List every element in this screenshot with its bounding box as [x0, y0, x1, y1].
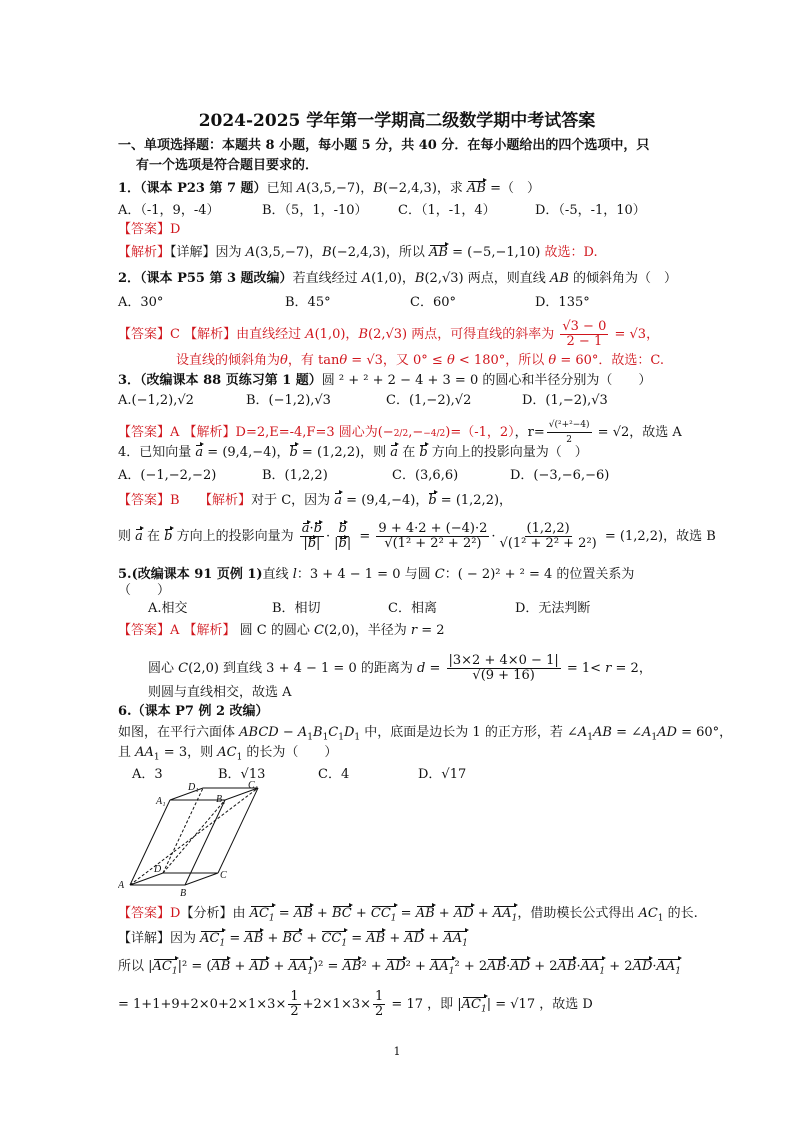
section-header-line1: 一、单项选择题：本题共 8 小题，每小题 5 分，共 40 分．在每小题给出的四个选项中，只 [118, 138, 650, 153]
page-number: 1 [393, 1045, 401, 1058]
label-d1: D₁ [188, 782, 199, 793]
q2-stem: 2．（课本 P55 第 3 题改编）若直线经过 A(1,0)，B(2,√3) 两点，则直线 AB 的倾斜角为（ ） [118, 271, 677, 286]
q6-option-b: B．√13 [218, 767, 266, 782]
q3-stem: 3．（改编课本 88 页练习第 1 题）圆 ² + ² + 2 − 4 + 3 = 0 的圆心和半径分别为（ ） [118, 373, 652, 388]
q1-option-a: A．（-1，9，-4） [118, 203, 220, 218]
q5-option-d: D．无法判断 [515, 601, 591, 616]
q1-stem: 1．（课本 P23 第 7 题）已知 A(3,5,−7)，B(−2,4,3)，求 AB =（ ） [118, 181, 541, 196]
q4-analysis-2: 则 a 在 b 方向上的投影向量为 $\frac{a\cdot b}{|b|}$ · $\frac{b}{|b|}$ = $\frac{9 + 4\cdot 2 + (-4)\cdot 2}{\text{√(1² + 2² + 2²)}}$ · $\frac{(1,2,2)}{\text{√(1² + 2² + 2²)}}$ = (1,2,2)，故选 B [118, 521, 716, 551]
q3-option-a: A.(−1,2),√2 [118, 393, 194, 408]
label-c1: C₁ [248, 780, 259, 791]
label-d: D [154, 864, 162, 875]
q3-option-d: D．(1,−2),√3 [522, 393, 608, 408]
q1-option-b: B．（5，1，-10） [262, 203, 368, 218]
q6-text-1: 如图，在平行六面体 ABCD − $A_1B_1C_1D_1$ 中，底面是边长为 1 的正方形，若 $\angle A_1AB$ = $\angle A_1AD = 60^\circ$， [118, 725, 733, 743]
section-header-line2: 有一个选项是符合题目要求的． [136, 158, 319, 173]
q1-option-c: C．（1，-1，4） [398, 203, 496, 218]
q6-option-a: A．3 [132, 767, 163, 782]
q3-option-b: B．(−1,2),√3 [246, 393, 331, 408]
q5-option-b: B．相切 [272, 601, 321, 616]
q5-option-c: C．相离 [388, 601, 437, 616]
q6-option-d: D．√17 [418, 767, 467, 782]
q4-option-a: A．(−1,−2,−2) [118, 468, 217, 483]
label-b: B [180, 888, 187, 898]
q4-option-b: B．(1,2,2) [262, 468, 328, 483]
page-title: 2024-2025 学年第一学期高二级数学期中考试答案 [198, 111, 596, 131]
q6-analysis-3: 所以 $|AC_1|^2 = (AB$ + AD + $AA_1)^2 = AB^2 + AD^2 + AA_1^2 + 2AB\cdot AD + 2AB\cdot AA_1 + 2AD\cdot AA_1$ [118, 958, 681, 981]
q6-stem: 6.（课本 P7 例 2 改编） [118, 704, 269, 719]
q4-analysis-1: 【答案】B 【解析】对于 C，因为 a = (9,4,−4)，b = (1,2,2)， [118, 493, 513, 508]
q4-option-c: C．(3,6,6) [392, 468, 459, 483]
q6-analysis-1: 【答案】D【分析】由 $AC_1$ = AB + BC + $CC_1$ = AB + AD + $AA_1$，借助模长公式得出 $AC_1$ 的长. [118, 905, 698, 928]
q1-answer: 【答案】D [118, 222, 181, 237]
q4-stem: 4．已知向量 a = (9,4,−4)，b = (1,2,2)，则 a 在 b 方向上的投影向量为（ ） [118, 445, 588, 460]
q2-analysis-2: 设直线的倾斜角为θ，有 tanθ = √3，又 0° ≤ θ < 180°，所以 θ = 60°．故选：C. [176, 353, 665, 368]
q3-option-c: C．(1,−2),√2 [386, 393, 472, 408]
q6-analysis-2: 【详解】因为 $AC_1$ = AB + BC + $CC_1$ = AB + AD + $AA_1$ [118, 930, 468, 953]
q3-analysis: 【答案】A 【解析】D=2,E=-4,F=3 圆心为(−2/2,−−4/2)=（-1，2），r= $\frac{\text{√(²+²−4)}}{2}$ = √2，故选 A [118, 420, 682, 445]
q6-text-2: 且 $AA_1 = 3$，则 $AC_1$ 的长为（ ） [118, 745, 338, 763]
q5-stem: 5.(改编课本 91 页例 1)直线 l：3 + 4 − 1 = 0 与圆 C：( − 2)² + ² = 4 的位置关系为 [118, 567, 635, 582]
q6-analysis-4: = 1+1+9+2×0+2×1×3× $\frac{1}{2}$ +2×1×3× $\frac{1}{2}$ = 17 ，即 $|AC_1| = √17$ ，故选 D [118, 989, 593, 1019]
q5-option-a: A.相交 [148, 601, 188, 616]
q5-paren: （ ） [118, 583, 171, 598]
label-c: C [220, 870, 227, 881]
q4-option-d: D．(−3,−6,−6) [510, 468, 610, 483]
q5-analysis-3: 则圆与直线相交，故选 A [148, 685, 292, 700]
q2-option-b: B．45° [285, 295, 331, 310]
q1-option-d: D．（-5，-1，10） [535, 203, 646, 218]
q2-option-a: A．30° [118, 295, 164, 310]
q2-option-d: D．135° [535, 295, 590, 310]
q2-option-c: C．60° [410, 295, 456, 310]
parallelepiped-figure [118, 780, 278, 898]
label-b1: B₁ [216, 794, 226, 805]
q5-analysis-2: 圆心 C(2,0) 到直线 3 + 4 − 1 = 0 的距离为 d = $\frac{|3\times 2 + 4\times 0 - 1|}{√(9 + 16)}$ = 1< r = 2， [148, 653, 652, 683]
label-a: A [118, 880, 125, 891]
q5-analysis-1: 【答案】A 【解析】 圆 C 的圆心 C(2,0)，半径为 r = 2 [118, 623, 445, 638]
label-a1: A₁ [156, 796, 166, 807]
q2-analysis-1: 【答案】C 【解析】由直线经过 A(1,0)，B(2,√3) 两点，可得直线的斜率为 $\frac{√3 - 0}{2 - 1}$ = √3， [118, 319, 660, 349]
figure-top [170, 788, 258, 800]
q6-option-c: C．4 [318, 767, 350, 782]
q1-analysis: 【解析】【详解】因为 A(3,5,−7)，B(−2,4,3)，所以 AB = (−5,−1,10) 故选：D. [118, 245, 598, 260]
